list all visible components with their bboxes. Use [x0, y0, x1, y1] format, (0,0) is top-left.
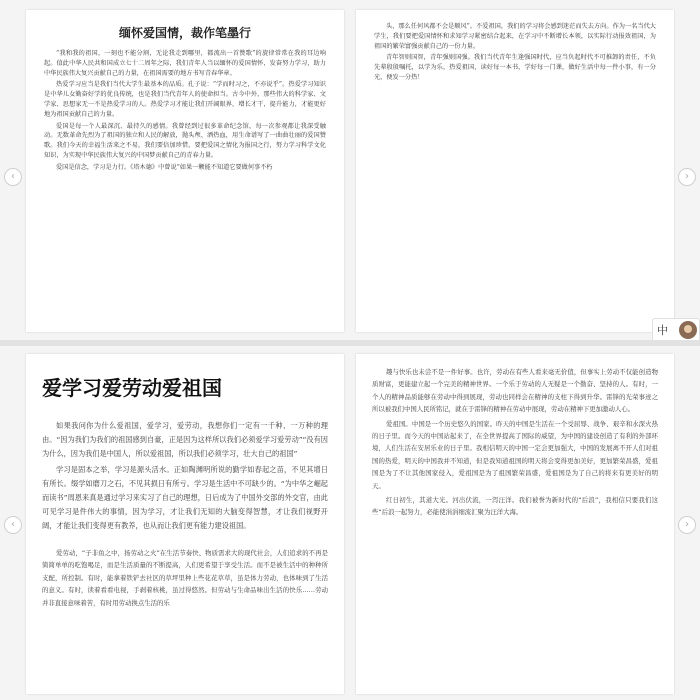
ime-indicator: 中	[657, 324, 668, 337]
paragraph: 红日初生，其道大光。河出伏流，一泻汪洋。我们被誉为新时代的“后浪”，我相信只要我们这些“后浪一起努力，必能使涓涓细流汇聚为汪洋大海。	[372, 496, 658, 517]
document-page-right	[356, 354, 674, 694]
paragraph: 青年智则国智，青年强则国强。我们当代青年生逢强国时代，应当负起时代不可推卸的责任，不负先辈殷殷嘱托，以学为乐，热爱祖国，读好每一本书，学好每一门课，做好生活中每一件小事，有一分光，便发一分热！	[374, 54, 656, 81]
paragraph: “我和我的祖国，一刻也不能分割，无论我走到哪里，都流出一首赞歌”的旋律常常在我的耳边响起。值此中华人民共和国成立七十二周年之际，我们青年人当以缅怀的爱国情怀，发奋努力学习，助力中华民族伟大复兴贡献自己的力量，在祖国需要的地方书写青春华章。	[44, 50, 326, 77]
paragraph: 学习是固本之举，学习是源头活水。正如陶渊明所说的勤学如春起之苗，不见其增日有所长。缀学如磨刀之石，不见其损日有所亏。学习是生活中不可缺少的。“为中华之崛起而读书”周恩来真是通过学习来实习了自己的理想，日后成为了中国外交部的外交官，由此可见学习是件伟大的事情，因为学习，才让我们无知的大脑变得智慧，才让我们视野开阔，才能让我们变得更有教养，也从而让我们更有能力建设祖国。	[42, 465, 328, 530]
document-page-left	[26, 10, 344, 332]
paragraph: 热爱学习应当是我们当代大学生最基本的品质。孔子说：“学而时习之，不亦说乎”。热爱学习知识是中华儿女勤奋好学的优良传统，也是我们当代青年人的使命担当。古今中外，那些伟大的科学家、文学家、思想家无一不是热爱学习的人。热爱学习才能让我们开阔眼界，增长才干，提升能力，才能更好地为祖国贡献自己的力量。	[44, 81, 326, 118]
paragraph: 趣与快乐也未尝不是一件好事。也许，劳动在有些人看来毫无价值，但事实上劳动不仅能创造物质财富，更能建立起一个完美的精神世界。一个乐于劳动的人无疑是一个勤奋、坚持的人。有时，一个人的精神品质能够在劳动中得到展现，劳动也同样会在精神的支柱下得到升华。雷锋的光荣事迹之所以被我们中国人民所铭记，就在于雷锋的精神在劳动中展现，劳动在精神下更加激动人心。	[372, 368, 658, 414]
avatar	[679, 321, 697, 339]
page-body	[44, 49, 326, 173]
next-page-button[interactable]: ›	[678, 168, 696, 186]
paragraph: 爱国是信念，学习是力行。《塔木德》中曾说“如果一颗能不知道它要做何事不朽	[56, 163, 273, 171]
document-page-left	[26, 354, 344, 694]
page-body	[374, 22, 656, 83]
prev-page-button[interactable]: ‹	[4, 168, 22, 186]
page-body	[372, 366, 658, 519]
page-title: 爱学习爱劳动爱祖国	[42, 376, 222, 400]
page-title: 缅怀爱国情，裁作笔墨行	[118, 26, 251, 40]
next-page-button[interactable]: ›	[678, 516, 696, 534]
page-body-continued	[42, 547, 328, 609]
paragraph: 爱祖国。中国是一个历史悠久的国家。昨天的中国是生活在一个受屈辱、战争、艰辛和水深火热的日子里。而今天的中国站起来了，在全世界提高了国际的威望，为中国的建设创造了有利的外部环境，人们生活在安居乐业的日子里。我相信明天的中国一定会更加强大，中国的发展离不开人们对祖国的热爱，明天的中国我并不知道，但是我知道祖国的明天将会变得更加美好，更加繁荣昌盛，爱祖国是为了不让其他国家侵入，爱祖国是为了祖国繁荣昌盛，爱祖国是为了自己的将来有更美好的明天。	[372, 419, 658, 490]
paragraph: 爱国是每一个人最深沉、最持久的感情。我曾经到过很多革命纪念馆，每一次参观都让我深受触动。无数革命先烈为了祖国的独立和人民的解放，抛头颅、洒热血，用生命谱写了一曲曲壮丽的爱国赞歌。我们今天的幸福生活来之不易，我们要倍加珍惜，要把爱国之情化为报国之行，努力学习科学文化知识，为实现中华民族伟大复兴的中国梦贡献自己的青春力量。	[44, 122, 326, 159]
paragraph: 爱劳动，“子非鱼之中，扬劳动之火”在生活节奏快、物质需求大的现代社会，人们追求的不再是简简单单的吃饱喝足，而是生活质量的不断提高，人们更希望于享受生活。而不是被生活中的种种所支配，所控制。有时，能拿着铁铲去社区的草坪里种上些花花草草，虽是体力劳动，也体味到了生活的意义。有时，读着看看电视，手剥着核桃，虽过得悠然。但劳动与生命品味出生活的快乐……劳动并非直接意味着苦，有时用劳动换点生活的乐	[42, 549, 328, 607]
user-widget[interactable]	[652, 318, 700, 342]
document-page-right	[356, 10, 674, 332]
top-document-viewer	[0, 0, 700, 340]
prev-page-button[interactable]: ‹	[4, 516, 22, 534]
paragraph: 如果我问你为什么爱祖国，爱学习，爱劳动，我想你们一定有一千种、一万种的理由。“因为我们为我们的祖国感到自豪，正是因为这样所以我们必须爱学习爱劳动”“没有因为什么，因为我们是中国人，所以爱祖国，所以我们必须学习，壮大自己的祖国”	[42, 421, 328, 458]
paragraph: 头，那么任何风都不会是顺风”。不爱祖国，我们的学习将会感到迷茫而失去方向。作为一名当代大学生，我们要把爱国情怀和求知学习紧密结合起来，在学习中不断增长本领，以实际行动报效祖国，为祖国的繁荣富强贡献自己的一份力量。	[374, 23, 656, 50]
page-body	[42, 419, 328, 533]
bottom-document-viewer	[0, 346, 700, 700]
